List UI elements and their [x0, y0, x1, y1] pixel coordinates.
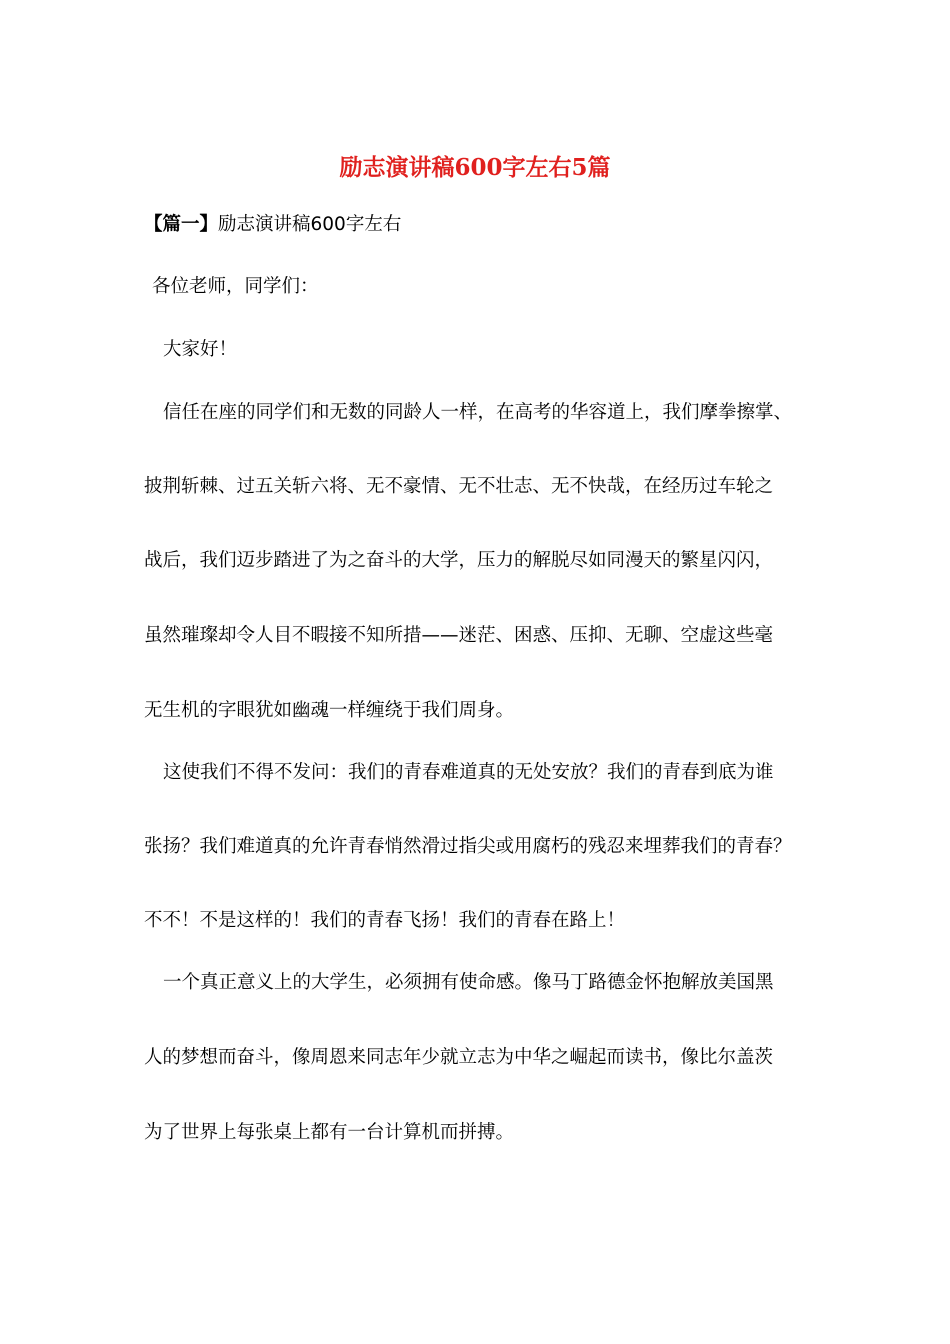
paragraph-line: 披荆斩棘、过五关斩六将、无不豪情、无不壮志、无不快哉，在经历过车轮之: [144, 476, 774, 497]
paragraph-line: 不不！不是这样的！我们的青春飞扬！我们的青春在路上！: [144, 910, 626, 931]
paragraph-line: 无生机的字眼犹如幽魂一样缠绕于我们周身。: [144, 700, 515, 721]
section-bracket-label: 【篇一】: [144, 214, 219, 235]
document-title: 励志演讲稿600字左右5篇: [339, 154, 611, 181]
section-heading-text: 励志演讲稿600字左右: [218, 214, 402, 235]
paragraph-line: 张扬？我们难道真的允许青春悄然滑过指尖或用腐朽的残忍来埋葬我们的青春？: [144, 836, 792, 857]
paragraph-line: 人的梦想而奋斗，像周恩来同志年少就立志为中华之崛起而读书，像比尔盖茨: [144, 1047, 774, 1068]
paragraph-line: 这使我们不得不发问：我们的青春难道真的无处安放？我们的青春到底为谁: [163, 762, 774, 783]
section-heading: [144, 212, 401, 238]
paragraph-line: 信任在座的同学们和无数的同龄人一样，在高考的华容道上，我们摩拳擦掌、: [163, 402, 793, 423]
greeting: 大家好！: [163, 339, 238, 360]
paragraph-line: 战后，我们迈步踏进了为之奋斗的大学，压力的解脱尽如同漫天的繁星闪闪，: [144, 550, 774, 571]
paragraph-line: 一个真正意义上的大学生，必须拥有使命感。像马丁路德金怀抱解放美国黑: [163, 972, 774, 993]
paragraph-line: 虽然璀璨却令人目不暇接不知所措——迷茫、困惑、压抑、无聊、空虚这些毫: [144, 625, 774, 646]
paragraph-line: 为了世界上每张桌上都有一台计算机而拼搏。: [144, 1122, 515, 1143]
salutation: 各位老师，同学们：: [152, 276, 319, 297]
